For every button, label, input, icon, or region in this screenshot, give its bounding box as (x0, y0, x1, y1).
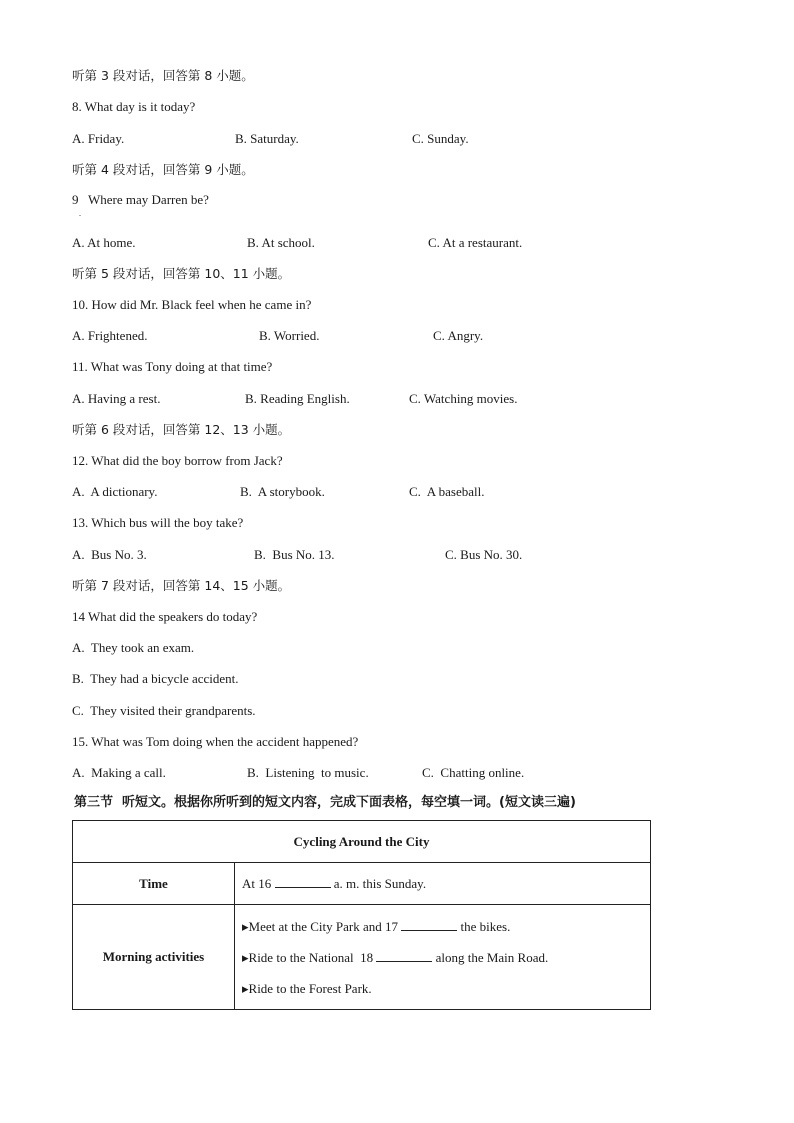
question-11-option-a: A. Having a rest. (72, 391, 161, 406)
time-label: Time (73, 863, 235, 905)
morning-item-1 (235, 911, 650, 942)
blank-18[interactable] (376, 949, 432, 962)
question-9: 9 Where may Darren be? (72, 192, 209, 207)
morning-item-1-prefix: ▸Meet at the City Park and 17 (242, 918, 402, 934)
question-9-option-b: B. At school. (247, 235, 315, 250)
morning-label: Morning activities (73, 905, 235, 1010)
morning-item-2-prefix: ▸Ride to the National 18 (242, 949, 377, 965)
question-13-option-c: C. Bus No. 30. (445, 547, 523, 562)
question-15-option-a: A. Making a call. (72, 765, 166, 780)
morning-item-1-suffix: the bikes. (457, 918, 511, 934)
morning-item-2-suffix: along the Main Road. (432, 949, 549, 965)
question-10: 10. How did Mr. Black feel when he came in? (72, 297, 312, 312)
question-8-option-b: B. Saturday. (235, 131, 299, 146)
question-15: 15. What was Tom doing when the accident happened? (72, 734, 359, 749)
question-12-option-c: C. A baseball. (409, 484, 485, 499)
table-row-time (73, 863, 651, 905)
question-13: 13. Which bus will the boy take? (72, 515, 244, 530)
question-14-option-c: C. They visited their grandparents. (72, 703, 256, 718)
morning-item-2 (235, 942, 650, 973)
table-title-row (73, 821, 651, 863)
question-8: 8. What day is it today? (72, 99, 196, 114)
question-15-option-c: C. Chatting online. (422, 765, 525, 780)
blank-17[interactable] (401, 918, 457, 931)
question-11-option-c: C. Watching movies. (409, 391, 518, 406)
question-13-option-b: B. Bus No. 13. (254, 547, 335, 562)
time-value (235, 863, 651, 905)
morning-item-3: ▸Ride to the Forest Park. (242, 980, 372, 996)
question-12-option-a: A. A dictionary. (72, 484, 158, 499)
question-11: 11. What was Tony doing at that time? (72, 359, 273, 374)
section-3-heading: 第三节 听短文。根据你所听到的短文内容，完成下面表格，每空填一词。(短文读三遍) (74, 795, 576, 810)
question-9-option-a: A. At home. (72, 235, 136, 250)
question-10-option-a: A. Frightened. (72, 328, 148, 343)
question-13-option-a: A. Bus No. 3. (72, 547, 147, 562)
question-11-option-b: B. Reading English. (245, 391, 350, 406)
stray-dot: . (79, 209, 81, 218)
question-14-option-a: A. They took an exam. (72, 640, 195, 655)
dialogue-5-instruction: 听第 5 段对话，回答第 10、11 小题。 (72, 266, 291, 281)
question-14: 14 What did the speakers do today? (72, 609, 258, 624)
table-title: Cycling Around the City (73, 821, 651, 863)
question-14-option-b: B. They had a bicycle accident. (72, 671, 239, 686)
cycling-table (72, 820, 651, 1010)
question-8-option-c: C. Sunday. (412, 131, 469, 146)
morning-activities (235, 905, 651, 1010)
question-15-option-b: B. Listening to music. (247, 765, 369, 780)
dialogue-3-instruction: 听第 3 段对话，回答第 8 小题。 (72, 68, 254, 83)
blank-16[interactable] (275, 875, 331, 888)
dialogue-7-instruction: 听第 7 段对话，回答第 14、15 小题。 (72, 578, 291, 593)
question-10-option-b: B. Worried. (259, 328, 320, 343)
table-row-morning (73, 905, 651, 1010)
question-12: 12. What did the boy borrow from Jack? (72, 453, 283, 468)
question-12-option-b: B. A storybook. (240, 484, 325, 499)
dialogue-4-instruction: 听第 4 段对话，回答第 9 小题。 (72, 162, 254, 177)
time-suffix: a. m. this Sunday. (330, 876, 427, 891)
dialogue-6-instruction: 听第 6 段对话，回答第 12、13 小题。 (72, 422, 291, 437)
question-10-option-c: C. Angry. (433, 328, 484, 343)
time-prefix: At 16 (242, 876, 275, 891)
question-8-option-a: A. Friday. (72, 131, 125, 146)
question-9-option-c: C. At a restaurant. (428, 235, 523, 250)
